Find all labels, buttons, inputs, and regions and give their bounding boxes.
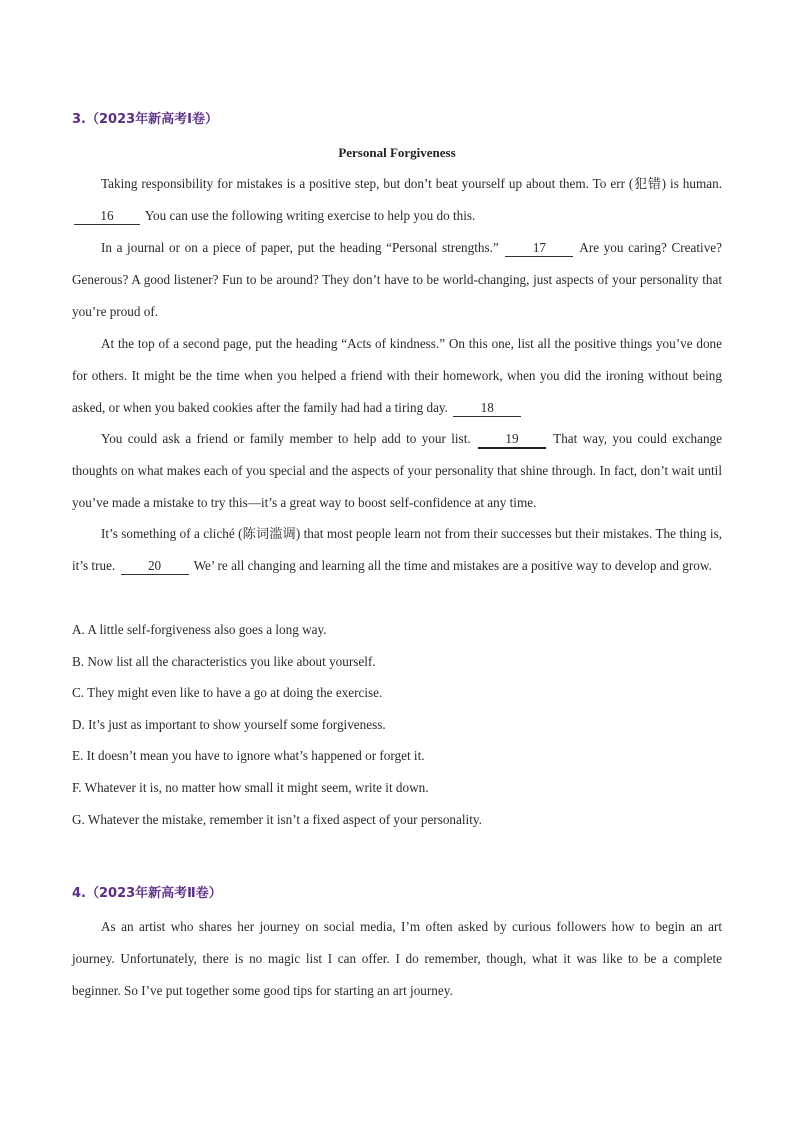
blank-18: 18 <box>453 400 521 417</box>
blank-19: 19 <box>478 431 546 449</box>
option-f: F. Whatever it is, no matter how small it might seem, write it down. <box>72 779 429 795</box>
option-a: A. A little self-forgiveness also goes a long way. <box>72 622 327 637</box>
paragraph-5: It’s something of a cliché (陈词滥调) that most people learn not from their successes but their mistakes. The thing is, it’s true. 20 We’ re all changing and learning all the time and mistakes are a positive way to develop and grow. <box>72 526 722 573</box>
option-e: E. It doesn’t mean you have to ignore what’s happened or forget it. <box>72 748 425 764</box>
blank-20: 20 <box>121 558 189 575</box>
question-4-heading: 4.（2023年新高考Ⅱ卷） <box>72 886 222 901</box>
blank-17: 17 <box>505 240 573 257</box>
question-3-heading: 3.（2023年新高考Ⅰ卷） <box>72 112 219 127</box>
option-d: D. It’s just as important to show yourself some forgiveness. <box>72 716 386 732</box>
paragraph-4: You could ask a friend or family member to help add to your list. 19 That way, you could exchange thoughts on what makes each of you special and the aspects of your personality that shine through. In fact, don’t wait until you’ve made a mistake to try this—it’s a great way to boost self-confidence at any time. <box>72 431 722 510</box>
passage-title: Personal Forgiveness <box>338 145 456 160</box>
option-c: C. They might even like to have a go at doing the exercise. <box>72 685 383 701</box>
paragraph-3: At the top of a second page, put the heading “Acts of kindness.” On this one, list all the positive things you’ve done for others. It might be the time when you helped a friend with their homework, when you did the ironing without being asked, or when you baked cookies after the family had had a tiring day. 18 <box>72 336 722 415</box>
option-b: B. Now list all the characteristics you like about yourself. <box>72 653 376 669</box>
blank-16: 16 <box>74 208 140 225</box>
answer-options <box>72 614 722 835</box>
paragraph-2: In a journal or on a piece of paper, put the heading “Personal strengths.” 17 Are you caring? Creative? Generous? A good listener? Fun to be around? They don’t have to be world-changing, just aspects of your personality that you’re proud of. <box>72 240 723 319</box>
paragraph-1: Taking responsibility for mistakes is a positive step, but don’t beat yourself up about them. To err (犯错) is human. 16 You can use the following writing exercise to help you do this. <box>72 168 722 232</box>
option-g: G. Whatever the mistake, remember it isn’t a fixed aspect of your personality. <box>72 811 482 827</box>
question-4-paragraph-1: As an artist who shares her journey on social media, I’m often asked by curious followers how to begin an art journey. Unfortunately, there is no magic list I can offer. I do remember, though, what it was like to be a complete beginner. So I’ve put together some good tips for starting an art journey. <box>72 919 722 998</box>
